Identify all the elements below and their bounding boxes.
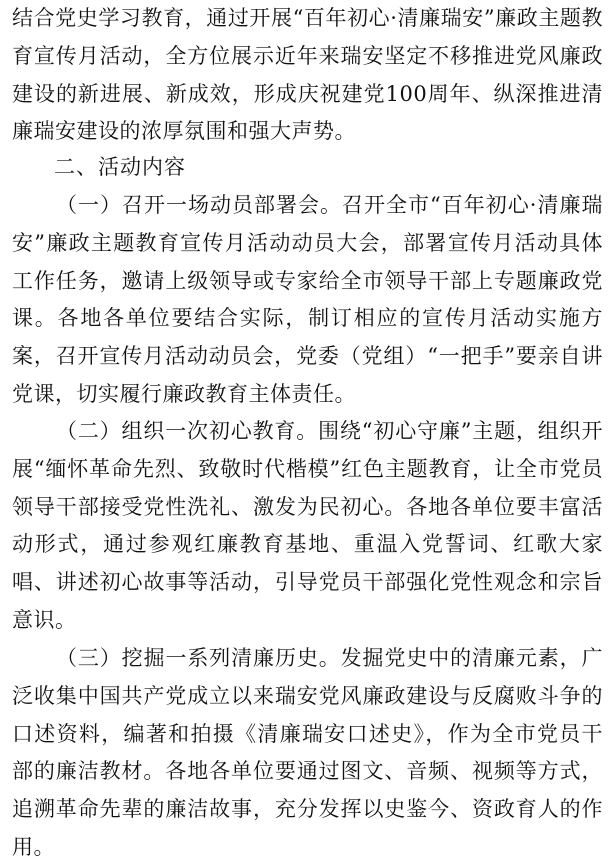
item-1-lead: （一）召开一场动员部署会。: [56, 193, 343, 217]
item-paragraph-1: [0, 187, 613, 414]
item-2-body: 围绕“初心守廉”主题，组织开展“缅怀革命先烈、致敬时代楷模”红色主题教育，让全市党员领导干部接受党性洗礼、激发为民初心。各地各单位要丰富活动形式，通过参观红廉教育基地、重温入党誓词、红歌大家唱、讲述初心故事等活动，引导党员干部强化党性观念和宗旨意识。: [12, 419, 603, 632]
item-2-lead: （二）组织一次初心教育。: [56, 419, 319, 443]
item-paragraph-2: [0, 413, 613, 640]
item-1-body: 召开全市“百年初心·清廉瑞安”廉政主题教育宣传月活动动员大会，部署宣传月活动具体工作任务，邀请上级领导或专家给全市领导干部上专题廉政党课。各地各单位要结合实际，制订相应的宣传月活动实施方案，召开宣传月活动动员会，党委（党组）“一把手”要亲自讲党课，切实履行廉政教育主体责任。: [12, 193, 603, 406]
item-paragraph-3: [0, 640, 613, 867]
section-heading: 二、活动内容: [54, 155, 186, 179]
intro-paragraph: 结合党史学习教育，通过开展“百年初心·清廉瑞安”廉政主题教育宣传月活动，全方位展示近年来瑞安坚定不移推进党风廉政建设的新进展、新成效，形成庆祝建党100周年、纵深推进清廉瑞安建设的浓厚氛围和强大声势。: [12, 6, 603, 144]
item-3-body: 发掘党史中的清廉元素，广泛收集中国共产党成立以来瑞安党风廉政建设与反腐败斗争的口述资料，编著和拍摄《清廉瑞安口述史》，作为全市党员干部的廉洁教材。各地各单位要通过图文、音频、视频等方式，追溯革命先辈的廉洁故事，充分发挥以史鉴今、资政育人的作用。: [12, 646, 604, 859]
item-3-lead: （三）挖掘一系列清廉历史。: [56, 646, 341, 670]
